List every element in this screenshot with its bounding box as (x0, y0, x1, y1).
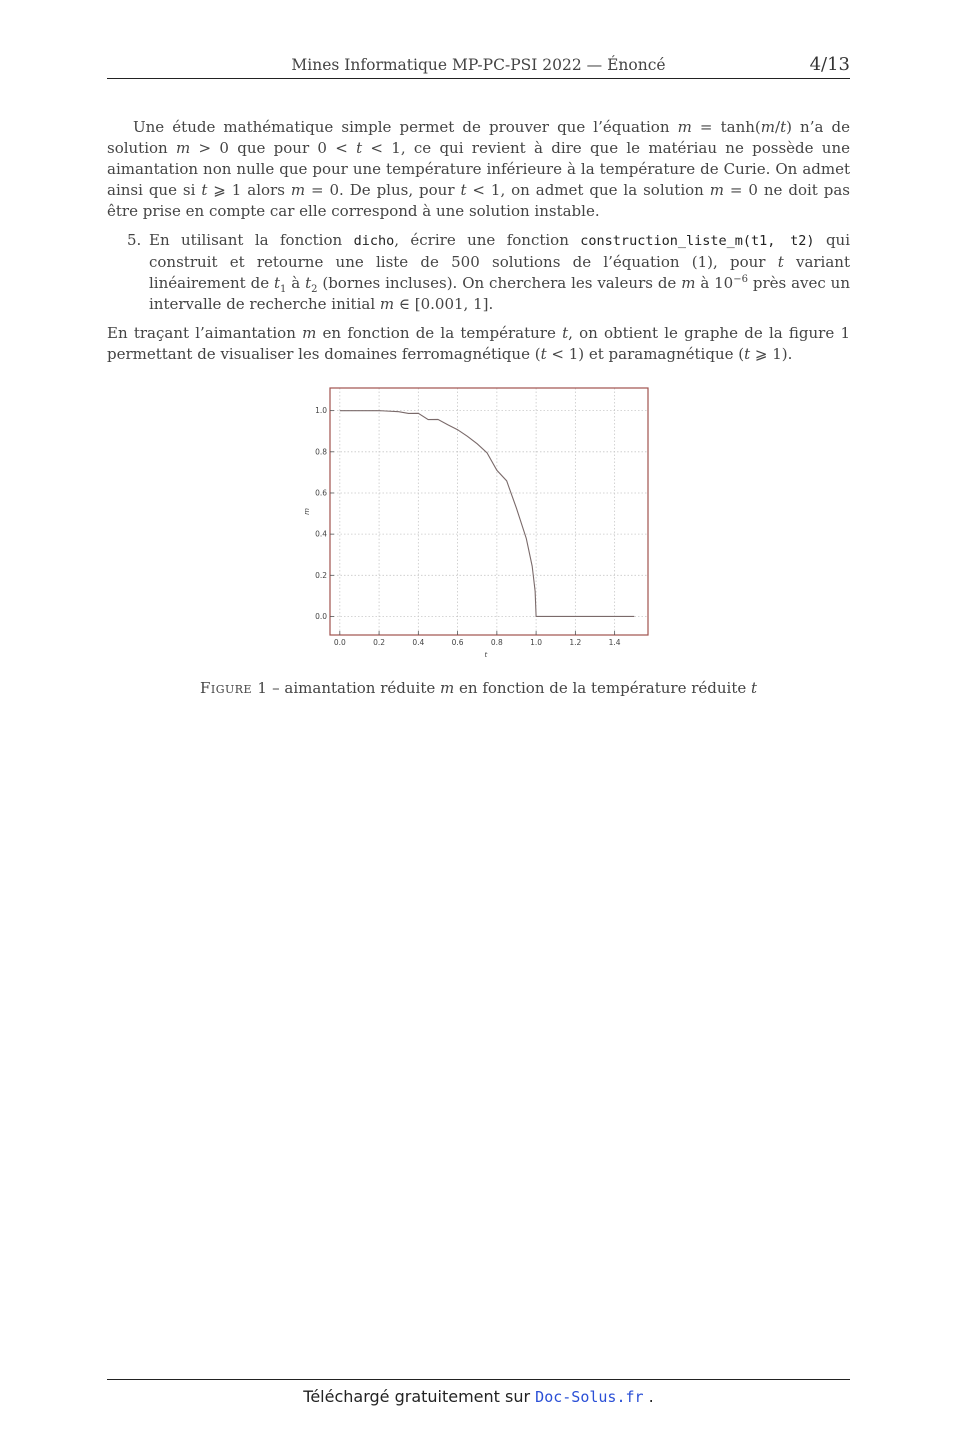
question-5 (127, 230, 850, 315)
figure-label: Figure 1 (199, 679, 268, 697)
footer-rule (107, 1379, 850, 1380)
plot-frame (330, 388, 648, 635)
series-line-0 (340, 411, 634, 617)
y-tick-label-4: 0.8 (315, 447, 327, 457)
x-tick-label-1: 0.2 (373, 638, 386, 647)
y-tick-label-1: 0.2 (315, 570, 327, 580)
x-tick-label-0: 0.0 (333, 638, 346, 647)
x-tick-label-4: 0.8 (490, 638, 503, 647)
x-tick-label-7: 1.4 (608, 638, 621, 647)
x-axis-label: t (484, 651, 488, 659)
question-text: En utilisant la fonction dicho, écrire une fonction construction_liste_m(t1, t2) qui construit et retourne une liste de 500 solutions de l’équation (1), pour t variant linéairement de $t_1$ à $t_2$ (bornes incluses). On cherchera les valeurs de m à $10^{-6}$ près avec un intervalle de recherche initial m ∈ [0.001, 1]. (149, 231, 851, 313)
chart-svg (300, 380, 660, 660)
x-tick-label-3: 0.6 (451, 638, 464, 647)
x-tick-label-6: 1.2 (569, 638, 582, 647)
intro-paragraph: Une étude mathématique simple permet de prouver que l’équation m = tanh(m/t) n’a de solution m > 0 que pour 0 < t < 1, ce qui revient à dire que le matériau ne possède une aimantation non nulle que pour une température inférieure à la température de Curie. On admet ainsi que si t ⩾ 1 alors m = 0. De plus, pour t < 1, on admet que la solution m = 0 ne doit pas être prise en compte car elle correspond à une solution instable. (107, 118, 851, 220)
figure-caption: Figure 1 – aimantation réduite m en fonction de la température réduite t (199, 679, 758, 697)
question-number: 5. (127, 231, 142, 249)
code-dicho: dicho (353, 233, 395, 249)
y-axis-label: m (303, 508, 311, 515)
page-number: 4/13 (809, 54, 850, 75)
page-header (107, 54, 850, 79)
magnetization-chart (300, 380, 660, 660)
y-tick-label-2: 0.4 (315, 529, 327, 539)
x-tick-label-2: 0.4 (412, 638, 425, 647)
header-title: Mines Informatique MP-PC-PSI 2022 — Énoncé (291, 56, 666, 74)
code-function-signature: construction_liste_m(t1, t2) (580, 233, 815, 249)
graph-intro-paragraph: En traçant l’aimantation m en fonction de la température t, on obtient le graphe de la figure 1 permettant de visualiser les domaines ferromagnétique (t < 1) et paramagnétique (t ⩾ 1). (107, 324, 850, 363)
y-tick-label-0: 0.0 (315, 611, 327, 621)
y-tick-label-3: 0.6 (315, 488, 327, 498)
doc-solus-link[interactable]: Doc-Solus.fr (535, 1388, 644, 1406)
page-footer: Téléchargé gratuitement sur Doc-Solus.fr . (303, 1387, 654, 1406)
x-tick-label-5: 1.0 (530, 638, 543, 647)
y-tick-label-5: 1.0 (315, 406, 327, 416)
